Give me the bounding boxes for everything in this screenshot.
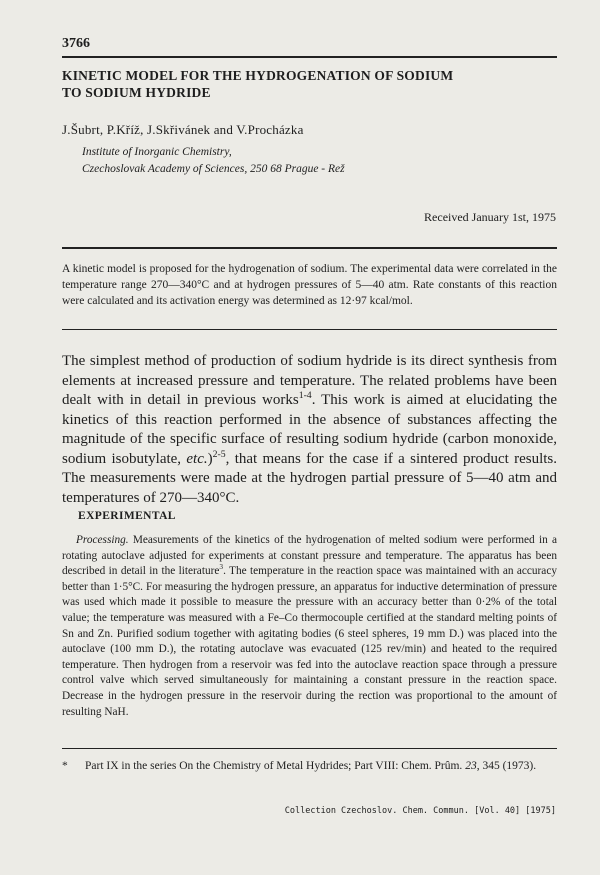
received-date: Received January 1st, 1975 [424,210,556,224]
page-number: 3766 [62,36,90,51]
citation-ref: 2-5 [212,448,226,460]
author-list: J.Šubrt, P.Kříž, J.Skřivánek and V.Procházka [62,122,304,137]
body-text: . The temperature in the reaction space was maintained with an accuracy better than 1·5°C. For measuring the hydrogen pressure, an apparatus for inductive determination of pressure was used which made it possible to measure the pressure with an accuracy better than 0·2% of the total value; the temperature was measured with a Fe–Co thermocouple certified at the standard melting points of Sn and Zn. Purified sodium together with agitating bodies (6 steel spheres, 19 mm D.) was placed into the autoclave (100 mm D.), the rotating autoclave was evacuated (125 rev/min) and heated to the required temperature. Then hydrogen from a reservoir was fed into the autoclave reaction space through a pressure control valve which served simultaneously for maintaining a constant pressure in the reaction space. Decrease in the hydrogen pressure in the reservoir during the rection was proportional to the amount of resulting NaH. [62,565,557,718]
intro-etc: etc. [186,450,208,467]
intro-text: The simplest method of production of sodium hydride is its direct synthesis from elements at increased pressure and temperature. The related problems have been dealt with in detail in previous works [62,353,557,408]
title-line: KINETIC MODEL FOR THE HYDROGENATION OF SODIUM [62,68,454,83]
academy-line: Czechoslovak Academy of Sciences, 250 68 Prague - Rež [82,163,345,175]
intro-paragraph [62,352,557,508]
header-rule [62,56,557,58]
intro-text: . This work is aimed at elucidating the kinetics of this reaction performed in the absence of substances affecting the magnitude of the specific surface of resulting sodium hydride (carbon monoxide, sodium isobutylate, [62,392,557,467]
footnote-volume: 23 [465,760,477,772]
intro-text: ) [207,450,213,467]
title-line: TO SODIUM HYDRIDE [62,85,211,100]
institution-line: Institute of Inorganic Chemistry, [82,146,232,158]
abstract-bottom-rule [62,329,557,330]
abstract-top-rule [62,247,557,249]
footnote-rest: , 345 (1973). [476,760,537,772]
intro-text: , that means for the case if a sintered product results. The measurements were made at the hydrogen partial pressure of 5—40 atm and temperatures of 270—340°C. [62,450,558,506]
article-title [62,67,532,101]
citation-ref: 3 [219,562,224,572]
abstract: A kinetic model is proposed for the hydrogenation of sodium. The experimental data were correlated in the temperature range 270—340°C and at hydrogen pressures of 5—40 atm. Rate constants of this reaction were calculated and its activation energy was determined as 12·97 kcal/mol. [62,263,557,307]
footnote-text: Part IX in the series On the Chemistry of Metal Hydrides; Part VIII: Chem. Prûm. [85,760,466,772]
footnote [62,758,557,775]
body-text: Measurements of the kinetics of the hydrogenation of melted sodium were performed in a rotating autoclave adjusted for experiments at constant pressure and temperature. The apparatus has been described in detail in the literature [62,534,557,578]
journal-citation: Collection Czechoslov. Chem. Commun. [Vol. 40] [1975] [284,806,556,816]
footnote-rule [62,748,557,749]
section-heading: EXPERIMENTAL [78,510,176,522]
subheading: Processing. [76,534,129,546]
affiliation [82,144,345,178]
citation-ref: 1-4 [298,390,312,401]
footnote-marker: * [62,760,68,772]
experimental-paragraph [62,533,557,720]
